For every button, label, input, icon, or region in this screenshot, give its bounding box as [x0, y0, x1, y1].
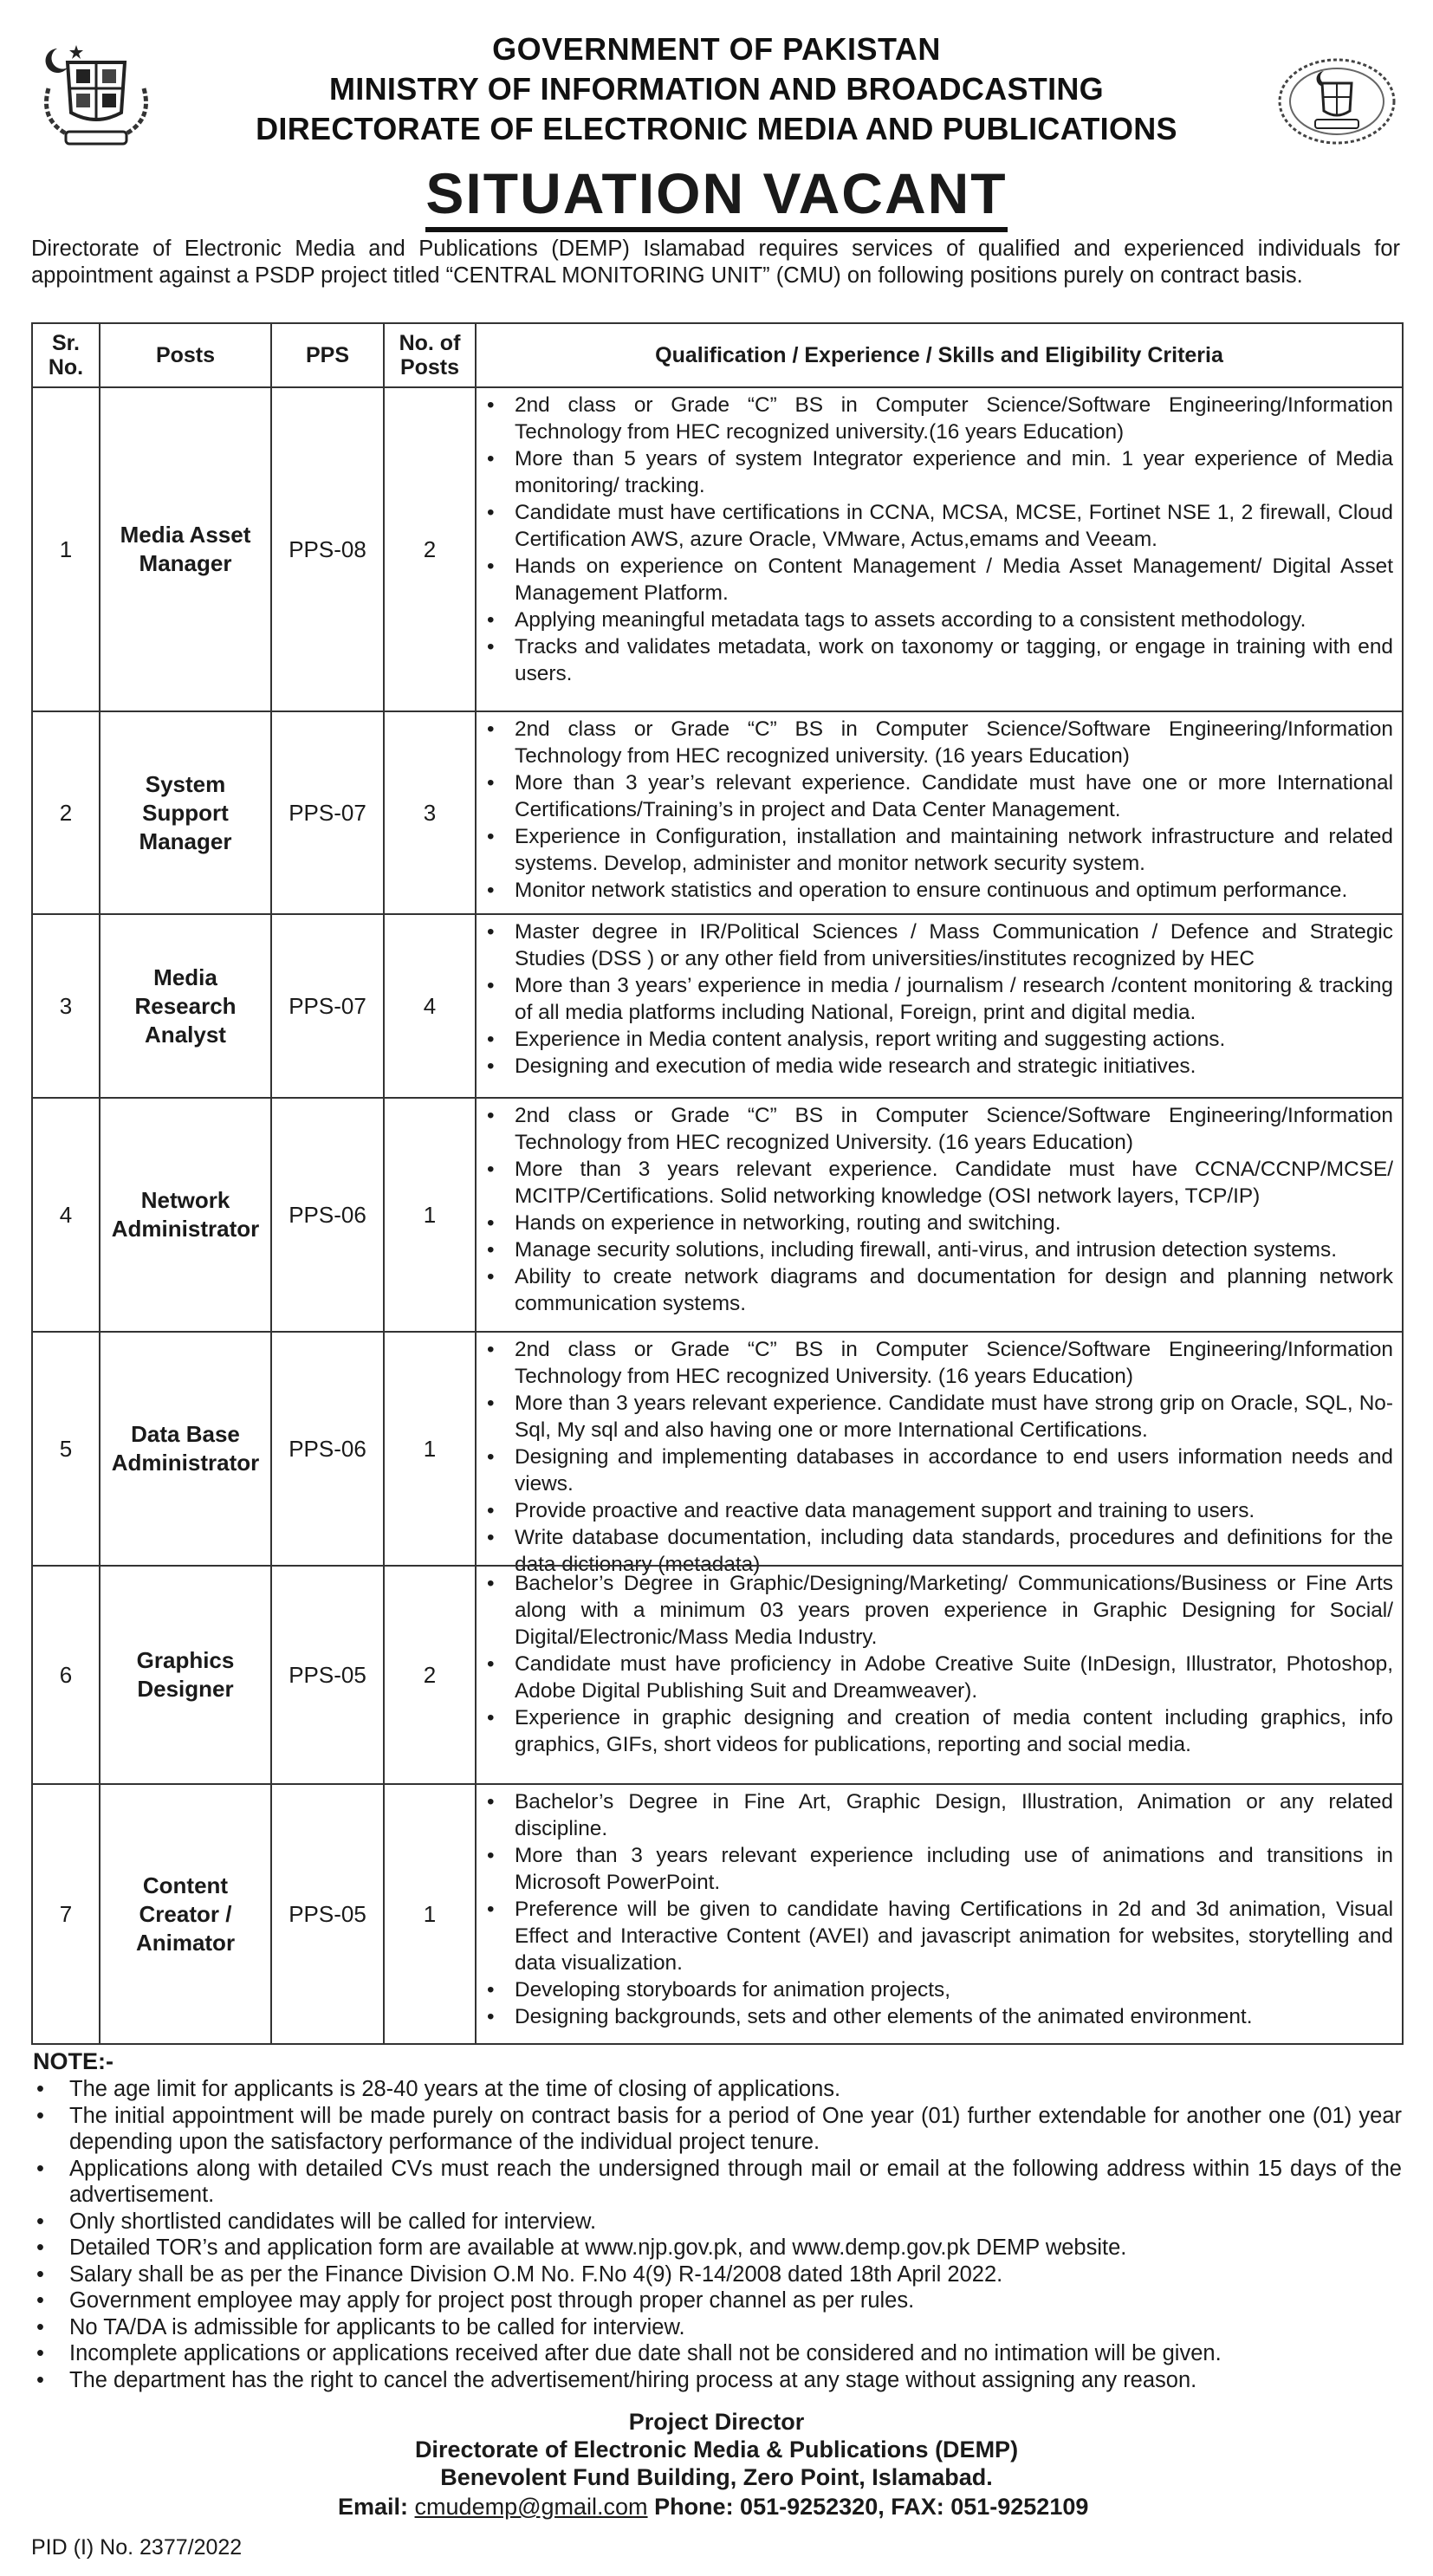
criteria-text: More than 3 years’ experience in media / journalism / research /content monitoring & tracking of all media platforms including National, Foreign, print and digital media.	[515, 974, 1393, 1024]
criteria-item	[485, 1570, 1393, 1651]
sr-no-cell: 7	[33, 1785, 101, 2043]
bullet-icon: •	[487, 1445, 495, 1469]
criteria-cell	[477, 1567, 1402, 1783]
criteria-item	[485, 1026, 1393, 1053]
bullet-icon: •	[487, 1104, 495, 1127]
header-pps: PPS	[272, 324, 385, 386]
header-sr-no: Sr. No.	[33, 324, 101, 386]
criteria-text: More than 3 years relevant experience. Candidate must have CCNA/CCNP/MCSE/ MCITP/Certifications. Solid networking knowledge (OSI network layers, TCP/IP)	[515, 1158, 1393, 1208]
note-item	[33, 2367, 1402, 2394]
bullet-icon: •	[487, 771, 495, 795]
pid-number: PID (I) No. 2377/2022	[31, 2535, 243, 2560]
pps-cell: PPS-06	[272, 1333, 385, 1565]
criteria-item	[485, 499, 1393, 553]
bullet-icon: •	[36, 2156, 44, 2181]
bullet-icon: •	[487, 879, 495, 902]
bullet-icon: •	[36, 2209, 44, 2234]
post-name-cell: Media Research Analyst	[101, 915, 272, 1097]
criteria-list	[477, 388, 1402, 687]
bullet-icon: •	[36, 2077, 44, 2101]
criteria-item	[485, 2003, 1393, 2030]
table-row	[33, 1331, 1402, 1576]
bullet-icon: •	[36, 2367, 44, 2392]
note-text: Applications along with detailed CVs must reach the undersigned through mail or email at the following address within 15 days of the advertisement.	[69, 2156, 1402, 2207]
note-item	[33, 2314, 1402, 2341]
criteria-text: More than 3 years relevant experience including use of animations and transitions in Microsoft PowerPoint.	[515, 1844, 1393, 1894]
criteria-item	[485, 445, 1393, 499]
criteria-cell	[477, 388, 1402, 711]
note-item	[33, 2209, 1402, 2235]
criteria-text: Experience in Media content analysis, report writing and suggesting actions.	[515, 1028, 1226, 1051]
post-name-cell: Content Creator / Animator	[101, 1785, 272, 2043]
table-row	[33, 1097, 1402, 1331]
note-text: No TA/DA is admissible for applicants to be called for interview.	[69, 2314, 685, 2339]
criteria-item	[485, 392, 1393, 445]
bullet-icon: •	[36, 2314, 44, 2339]
bullet-icon: •	[487, 1526, 495, 1549]
criteria-cell	[477, 1099, 1402, 1331]
criteria-item	[485, 1336, 1393, 1390]
bullet-icon: •	[36, 2288, 44, 2313]
sr-no-cell: 4	[33, 1099, 101, 1331]
header-no-of-posts: No. of Posts	[385, 324, 477, 386]
bullet-icon: •	[487, 717, 495, 741]
criteria-text: Experience in Configuration, installation and maintaining network infrastructure and related systems. Develop, administer and monitor network security system.	[515, 825, 1393, 875]
bullet-icon: •	[36, 2261, 44, 2287]
notes-list	[33, 2076, 1402, 2393]
note-item	[33, 2287, 1402, 2314]
note-text: Incomplete applications or applications received after due date shall not be considered and no intimation will be given.	[69, 2341, 1222, 2365]
criteria-item	[485, 1444, 1393, 1497]
note-text: Detailed TOR’s and application form are available at www.njp.gov.pk, and www.demp.gov.pk DEMP website.	[69, 2235, 1127, 2260]
bullet-icon: •	[487, 1028, 495, 1051]
table-header-row	[33, 324, 1402, 386]
criteria-text: Designing backgrounds, sets and other elements of the animated environment.	[515, 2005, 1253, 2028]
header-qualification: Qualification / Experience / Skills and Eligibility Criteria	[655, 343, 1223, 367]
note-text: Government employee may apply for project post through proper channel as per rules.	[69, 2288, 915, 2313]
posts-count-cell: 2	[385, 388, 477, 711]
criteria-text: Bachelor’s Degree in Graphic/Designing/Marketing/ Communications/Business or Fine Arts along with a minimum 03 years proven experience in Graphic Designing for Social/ Digital/Electronic/Mass Media Industry.	[515, 1572, 1393, 1649]
criteria-item	[485, 918, 1393, 972]
criteria-item	[485, 716, 1393, 769]
sr-no-cell: 1	[33, 388, 101, 711]
criteria-item	[485, 769, 1393, 823]
bullet-icon: •	[36, 2235, 44, 2260]
bullet-icon: •	[36, 2341, 44, 2365]
criteria-text: Hands on experience in networking, routing and switching.	[515, 1211, 1061, 1235]
posts-count-cell: 3	[385, 712, 477, 913]
note-title: NOTE:-	[33, 2048, 113, 2074]
criteria-item	[485, 1263, 1393, 1317]
bullet-icon: •	[487, 555, 495, 578]
email-label: Email:	[338, 2494, 409, 2520]
criteria-item	[485, 1053, 1393, 1080]
criteria-text: 2nd class or Grade “C” BS in Computer Science/Software Engineering/Information Technology from HEC recognized University. (16 years Education)	[515, 1104, 1393, 1154]
bullet-icon: •	[487, 2005, 495, 2028]
signature-contact	[338, 2494, 1088, 2521]
criteria-item	[485, 1842, 1393, 1896]
header-line-ministry: MINISTRY OF INFORMATION AND BROADCASTING	[329, 71, 1104, 107]
positions-table	[31, 322, 1404, 2045]
email-link[interactable]: cmudemp@gmail.com	[414, 2494, 648, 2520]
intro-paragraph: Directorate of Electronic Media and Publications (DEMP) Islamabad requires services of qualified and experienced individuals for appointment against a PSDP project titled “CENTRAL MONITORING UNIT” (CMU) on following positions purely on contract basis.	[31, 237, 1400, 288]
criteria-cell	[477, 1785, 1402, 2043]
table-row	[33, 913, 1402, 1097]
bullet-icon: •	[36, 2103, 44, 2128]
criteria-text: 2nd class or Grade “C” BS in Computer Science/Software Engineering/Information Technology from HEC recognized university. (16 years Education)	[515, 717, 1393, 768]
criteria-text: More than 5 years of system Integrator experience and min. 1 year experience of Media monitoring/ tracking.	[515, 447, 1393, 497]
page-title-text: SITUATION VACANT	[425, 165, 1007, 232]
note-item	[33, 2103, 1402, 2156]
criteria-text: Provide proactive and reactive data management support and training to users.	[515, 1499, 1255, 1522]
bullet-icon: •	[487, 393, 495, 417]
table-row	[33, 1565, 1402, 1783]
bullet-icon: •	[487, 608, 495, 632]
note-text: Only shortlisted candidates will be called for interview.	[69, 2209, 597, 2234]
criteria-item	[485, 633, 1393, 687]
header-line-directorate: DIRECTORATE OF ELECTRONIC MEDIA AND PUBLICATIONS	[256, 111, 1177, 146]
posts-count-cell: 1	[385, 1333, 477, 1565]
bullet-icon: •	[487, 1054, 495, 1078]
phone-fax: Phone: 051-9252320, FAX: 051-9252109	[654, 2494, 1089, 2520]
post-name-cell: Graphics Designer	[101, 1567, 272, 1783]
page-title	[0, 161, 1433, 232]
sr-no-cell: 5	[33, 1333, 101, 1565]
bullet-icon: •	[487, 974, 495, 997]
criteria-text: Monitor network statistics and operation to ensure continuous and optimum performance.	[515, 879, 1348, 902]
criteria-item	[485, 1896, 1393, 1976]
table-row	[33, 1783, 1402, 2043]
bullet-icon: •	[487, 635, 495, 659]
bullet-icon: •	[487, 1844, 495, 1867]
header-posts: Posts	[101, 324, 272, 386]
criteria-item	[485, 1651, 1393, 1704]
criteria-list	[477, 1567, 1402, 1758]
criteria-item	[485, 823, 1393, 877]
signature-title: Project Director	[628, 2409, 805, 2435]
bullet-icon: •	[487, 1158, 495, 1181]
criteria-text: Manage security solutions, including firewall, anti-virus, and intrusion detection systems.	[515, 1238, 1337, 1262]
criteria-text: Designing and implementing databases in accordance to end users information needs and views.	[515, 1445, 1393, 1496]
criteria-item	[485, 1788, 1393, 1842]
criteria-text: Applying meaningful metadata tags to assets according to a consistent methodology.	[515, 608, 1307, 632]
post-name-cell: Network Administrator	[101, 1099, 272, 1331]
posts-count-cell: 1	[385, 1099, 477, 1331]
note-text: Salary shall be as per the Finance Division O.M No. F.No 4(9) R-14/2008 dated 18th April 2022.	[69, 2261, 1003, 2287]
header-line-government: GOVERNMENT OF PAKISTAN	[492, 31, 941, 67]
criteria-text: 2nd class or Grade “C” BS in Computer Science/Software Engineering/Information Technology from HEC recognized University. (16 years Education)	[515, 1338, 1393, 1388]
post-name-cell: Data Base Administrator	[101, 1333, 272, 1565]
note-text: The initial appointment will be made purely on contract basis for a period of One year (01) further extendable for another one (01) year depending upon the satisfactory performance of the individual project tenure.	[69, 2103, 1402, 2154]
signature-address: Benevolent Fund Building, Zero Point, Islamabad.	[440, 2464, 993, 2490]
posts-count-cell: 1	[385, 1785, 477, 2043]
pps-cell: PPS-05	[272, 1567, 385, 1783]
note-item	[33, 2340, 1402, 2367]
criteria-item	[485, 972, 1393, 1026]
bullet-icon: •	[487, 1572, 495, 1595]
sr-no-cell: 6	[33, 1567, 101, 1783]
criteria-text: Hands on experience on Content Management / Media Asset Management/ Digital Asset Management Platform.	[515, 555, 1393, 605]
criteria-text: Preference will be given to candidate having Certifications in 2d and 3d animation, Visual Effect and Interactive Content (AVEI) and javascript animation for websites, storytelling and data visualization.	[515, 1898, 1393, 1975]
note-item	[33, 2235, 1402, 2261]
criteria-item	[485, 1236, 1393, 1263]
bullet-icon: •	[487, 1706, 495, 1729]
note-text: The age limit for applicants is 28-40 years at the time of closing of applications.	[69, 2077, 841, 2101]
criteria-cell	[477, 1333, 1402, 1576]
criteria-list	[477, 1099, 1402, 1317]
note-item	[33, 2261, 1402, 2288]
bullet-icon: •	[487, 1265, 495, 1288]
table-row	[33, 711, 1402, 913]
criteria-text: Developing storyboards for animation projects,	[515, 1978, 950, 2002]
criteria-text: 2nd class or Grade “C” BS in Computer Science/Software Engineering/Information Technology from HEC recognized university.(16 years Education)	[515, 393, 1393, 444]
bullet-icon: •	[487, 1338, 495, 1361]
criteria-item	[485, 1102, 1393, 1156]
posts-count-cell: 2	[385, 1567, 477, 1783]
bullet-icon: •	[487, 1790, 495, 1814]
pps-cell: PPS-07	[272, 915, 385, 1097]
criteria-text: More than 3 years relevant experience. Candidate must have strong grip on Oracle, SQL, No-Sql, My sql and also having one or more International Certifications.	[515, 1392, 1393, 1442]
criteria-text: Tracks and validates metadata, work on taxonomy or tagging, or engage in training with end users.	[515, 635, 1393, 685]
criteria-text: Designing and execution of media wide research and strategic initiatives.	[515, 1054, 1196, 1078]
criteria-list	[477, 1333, 1402, 1578]
criteria-item	[485, 1704, 1393, 1758]
bullet-icon: •	[487, 1652, 495, 1676]
post-name-cell: Media Asset Manager	[101, 388, 272, 711]
criteria-item	[485, 1497, 1393, 1524]
note-text: The department has the right to cancel the advertisement/hiring process at any stage without assigning any reason.	[69, 2367, 1197, 2392]
table-row	[33, 386, 1402, 711]
post-name-cell: System Support Manager	[101, 712, 272, 913]
bullet-icon: •	[487, 447, 495, 470]
bullet-icon: •	[487, 501, 495, 524]
criteria-list	[477, 1785, 1402, 2030]
note-item	[33, 2156, 1402, 2209]
criteria-item	[485, 607, 1393, 633]
pakistan-state-emblem-icon	[31, 36, 161, 149]
criteria-list	[477, 915, 1402, 1080]
pps-cell: PPS-08	[272, 388, 385, 711]
sr-no-cell: 3	[33, 915, 101, 1097]
criteria-item	[485, 877, 1393, 904]
criteria-text: Experience in graphic designing and creation of media content including graphics, info graphics, GIFs, short videos for publications, reporting and social media.	[515, 1706, 1393, 1756]
criteria-text: Write database documentation, including data standards, procedures and definitions for the data dictionary (metadata)	[515, 1526, 1393, 1576]
criteria-text: Candidate must have proficiency in Adobe Creative Suite (InDesign, Illustrator, Photoshop, Adobe Digital Publishing Suit and Dreamweaver).	[515, 1652, 1393, 1703]
criteria-item	[485, 1156, 1393, 1210]
criteria-text: Ability to create network diagrams and documentation for design and planning network communication systems.	[515, 1265, 1393, 1315]
bullet-icon: •	[487, 1898, 495, 1921]
criteria-text: More than 3 year’s relevant experience. Candidate must have one or more International Certifications/Training’s in project and Data Center Management.	[515, 771, 1393, 821]
ministry-seal-icon	[1272, 54, 1402, 149]
criteria-item	[485, 1210, 1393, 1236]
bullet-icon: •	[487, 920, 495, 944]
criteria-item	[485, 553, 1393, 607]
bullet-icon: •	[487, 1392, 495, 1415]
criteria-list	[477, 712, 1402, 904]
bullet-icon: •	[487, 1978, 495, 2002]
signature-org: Directorate of Electronic Media & Publications (DEMP)	[414, 2436, 1019, 2462]
criteria-text: Candidate must have certifications in CCNA, MCSA, MCSE, Fortinet NSE 1, 2 firewall, Cloud Certification AWS, azure Oracle, VMware, Actus,emams and Veeam.	[515, 501, 1393, 551]
note-item	[33, 2076, 1402, 2103]
pps-cell: PPS-06	[272, 1099, 385, 1331]
pps-cell: PPS-07	[272, 712, 385, 913]
posts-count-cell: 4	[385, 915, 477, 1097]
bullet-icon: •	[487, 1211, 495, 1235]
criteria-item	[485, 1390, 1393, 1444]
criteria-cell	[477, 915, 1402, 1097]
bullet-icon: •	[487, 1499, 495, 1522]
bullet-icon: •	[487, 825, 495, 848]
sr-no-cell: 2	[33, 712, 101, 913]
criteria-text: Bachelor’s Degree in Fine Art, Graphic Design, Illustration, Animation or any related discipline.	[515, 1790, 1393, 1840]
pps-cell: PPS-05	[272, 1785, 385, 2043]
bullet-icon: •	[487, 1238, 495, 1262]
criteria-cell	[477, 712, 1402, 913]
criteria-text: Master degree in IR/Political Sciences / Mass Communication / Defence and Strategic Studies (DSS ) or any other field from universities/institutes recognized by HEC	[515, 920, 1393, 970]
criteria-item	[485, 1976, 1393, 2003]
